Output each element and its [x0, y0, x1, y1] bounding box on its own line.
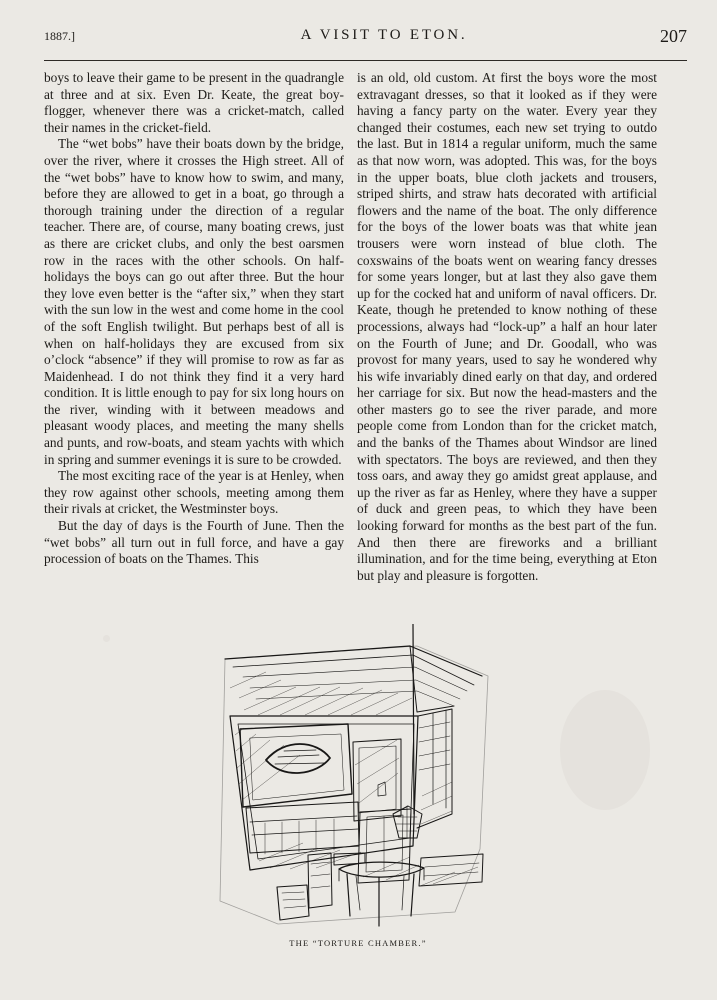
paper-stain [560, 690, 650, 810]
page-number: 207 [660, 26, 687, 46]
paragraph: But the day of days is the Fourth of June. Then the “wet bobs” all turn out in full force, and have a gay procession of boats on the Thames. This [44, 518, 344, 567]
running-header [44, 24, 687, 58]
right-text-column [357, 70, 657, 584]
article-running-title: A VISIT TO ETON. [300, 27, 468, 43]
paper-speck [103, 635, 110, 642]
illustration-caption: THE “TORTURE CHAMBER.” [289, 938, 427, 948]
torture-chamber-engraving [208, 624, 493, 929]
paragraph: The most exciting race of the year is at Henley, when they row against other schools, meeting among them their rivals at cricket, the Westminster boys. [44, 468, 344, 517]
left-text-column [44, 70, 344, 568]
paragraph: The “wet bobs” have their boats down by the bridge, over the river, where it crosses the High street. All of the “wet bobs” have to know how to swim, and many, before they are allowed to get in a boat, go through a thorough training under the direction of a regular teacher. There are, of course, many boating crews, just as there are cricket clubs, and only the best oarsmen row in the races with the other schools. On half-holidays the boys can go out after three. But the hour they love even better is the “after six,” when they start with the sun low in the west and come home in the cool of the soft English twilight. But perhaps best of all is when on half-holidays they are excused from six o’clock “absence” if they will promise to row as far as Maidenhead. I do not think they find it a very hard condition. It is little enough to pay for six long hours on the river, winding with it between meadows and pleasant woody places, and meeting the many shells and punts, and row-boats, and steam yachts with which in spring and summer evenings it is sure to be crowded. [44, 136, 344, 467]
paragraph: is an old, old custom. At first the boys wore the most extravagant dresses, so that it looked as if they were having a fancy party on the water. Every year they changed their costumes, each new set trying to outdo the last. But in 1814 a regular uniform, much the same as that now worn, was adopted. This was, for the boys in the upper boats, blue cloth jackets and trousers, striped shirts, and straw hats decorated with artificial flowers and the name of the boat. The only difference for the boys of the lower boats was that white jean trousers were worn instead of blue cloth. The coxswains of the boats went on wearing fancy dresses for some years longer, but at last they also gave them up for the cocked hat and uniform of naval officers. Dr. Keate, though he pretended to know nothing of these processions, always had “lock-up” a half an hour later on the Fourth of June; and Dr. Goodall, who was provost for many years, used to say he wondered why his wife invariably dined early on that day, and ordered her carriage for six. But now the head-masters and the other masters go to see the river parade, and more people come from London than for the cricket match, and the banks of the Thames about Windsor are lined with spectators. The boys are reviewed, and then they toss oars, and away they go amidst great applause, and up the river as far as Henley, where they have a supper of duck and green peas, to which they have been looking forward for months as the best part of the fun. And then there are fireworks and a brilliant illumination, and for the time being, everything at Eton but play and pleasure is forgotten. [357, 70, 657, 583]
paragraph: boys to leave their game to be present in the quadrangle at three and at six. Even Dr. Keate, the great boy-flogger, whenever there was a cricket-match, called their names in the cricket-field. [44, 70, 344, 135]
header-rule [44, 60, 687, 61]
publication-date: 1887.] [44, 29, 75, 43]
